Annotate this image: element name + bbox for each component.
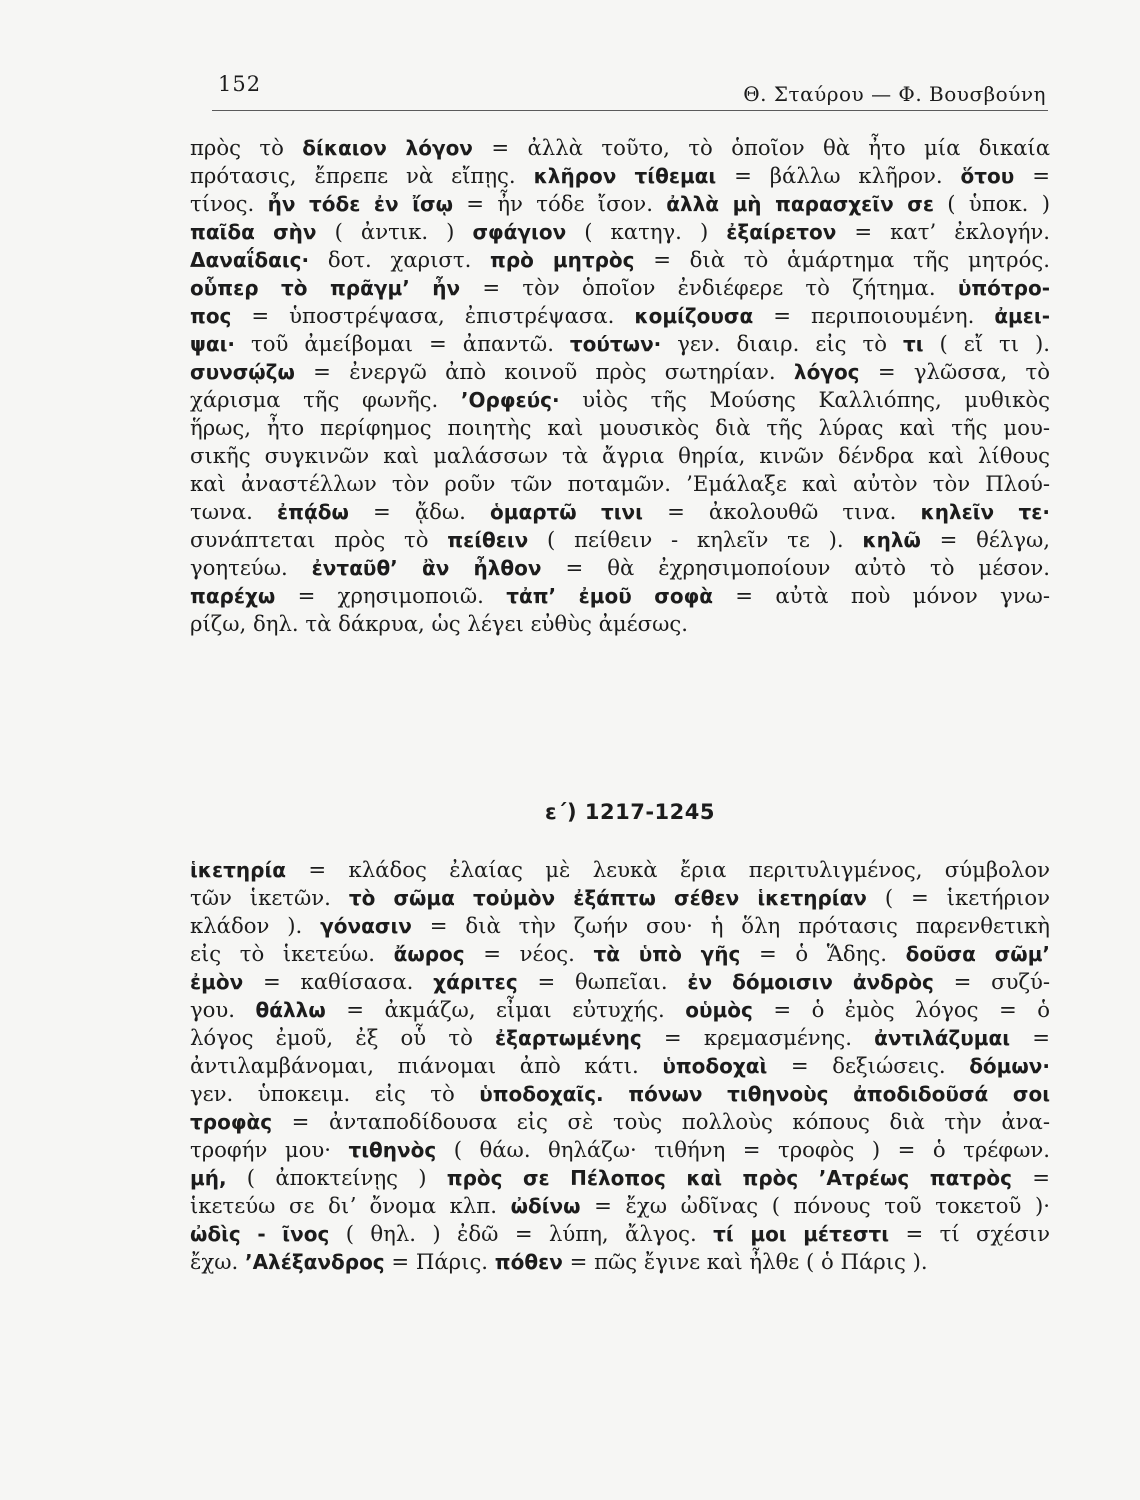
text-line xyxy=(190,1052,1050,1080)
gloss-text: = ἐνεργῶ ἀπὸ κοινοῦ πρὸς σωτηρίαν. xyxy=(294,359,794,384)
text-line xyxy=(190,582,1050,610)
glossary-section-2 xyxy=(190,856,1050,1276)
headword: θάλλω xyxy=(255,998,326,1022)
headword: τὸ σῶμα τοὐμὸν ἐξάπτω σέθεν ἱκετηρίαν xyxy=(348,886,867,910)
gloss-text: τῶν ἱκετῶν. xyxy=(190,885,349,910)
headword: τί μοι μέτεστι xyxy=(713,1222,890,1246)
text-line xyxy=(190,302,1050,330)
headword: δόμων· xyxy=(969,1054,1050,1078)
gloss-text: = θέλγω, xyxy=(920,527,1050,552)
text-line xyxy=(190,884,1050,912)
gloss-text: = xyxy=(1010,1025,1050,1050)
text-line xyxy=(190,1024,1050,1052)
headword: ὑποδοχαὶ xyxy=(662,1054,768,1078)
gloss-text: πρὸς τὸ xyxy=(190,135,303,160)
gloss-text: ( ἀντικ. ) xyxy=(316,219,473,244)
text-line xyxy=(190,1248,1050,1276)
text-line xyxy=(190,134,1050,162)
text-line xyxy=(190,996,1050,1024)
gloss-text: ( ὑποκ. ) xyxy=(933,191,1050,216)
headword: παῖδα σὴν xyxy=(190,220,317,244)
gloss-text: τροφήν μου· xyxy=(190,1137,349,1162)
section-heading: ε΄) 1217-1245 xyxy=(545,800,715,824)
gloss-text: γεν. διαιρ. εἰς τὸ xyxy=(661,331,903,356)
text-line xyxy=(190,1108,1050,1136)
text-line xyxy=(190,246,1050,274)
text-line xyxy=(190,358,1050,386)
gloss-text: ἔχω. xyxy=(190,1249,245,1274)
headword: ὁμαρτῶ τινι xyxy=(490,500,643,524)
headword: μή, xyxy=(190,1166,227,1190)
text-line xyxy=(190,190,1050,218)
gloss-text: = ᾄδω. xyxy=(348,499,490,524)
text-line xyxy=(190,162,1050,190)
text-line xyxy=(190,470,1050,498)
gloss-text: = συζύ- xyxy=(933,969,1050,994)
headword: πείθειν xyxy=(447,528,529,552)
gloss-text: = χρησιμοποιῶ. xyxy=(275,583,507,608)
headword: σφάγιον xyxy=(472,220,567,244)
gloss-text: = xyxy=(1014,163,1050,188)
gloss-text: = τὸν ὁποῖον ἐνδιέφερε τὸ ζήτημα. xyxy=(460,275,958,300)
gloss-text: κλάδον ). xyxy=(190,913,321,938)
headword: τούτων· xyxy=(569,332,662,356)
headword: οὑμὸς xyxy=(685,998,753,1022)
text-line xyxy=(190,386,1050,414)
headword: ἦν τόδε ἐν ἴσῳ xyxy=(267,192,453,216)
gloss-text: = xyxy=(1011,1165,1050,1190)
gloss-text: γου. xyxy=(190,997,256,1022)
gloss-text: = κλάδος ἐλαίας μὲ λευκὰ ἔρια περιτυλιγμένος, σύμβολον xyxy=(286,857,1050,882)
headword: τιθηνὸς xyxy=(348,1138,437,1162)
gloss-text: = θωπεῖαι. xyxy=(517,969,688,994)
text-line xyxy=(190,274,1050,302)
text-line xyxy=(190,498,1050,526)
headword: δοῦσα σῶμ’ xyxy=(905,942,1051,966)
headword: ὑποδοχαῖς. πόνων τιθηνοὺς ἀποδιδοῦσά σοι xyxy=(479,1082,1050,1106)
page-number: 152 xyxy=(218,72,262,96)
text-line xyxy=(190,1164,1050,1192)
gloss-text: = Πάρις. xyxy=(384,1249,495,1274)
gloss-text: = ὁ Ἅδης. xyxy=(740,941,906,966)
gloss-text: ( εἴ τι ). xyxy=(923,331,1050,356)
gloss-text: = ἀκμάζω, εἶμαι εὐτυχής. xyxy=(325,997,686,1022)
headword: ἀμει- xyxy=(994,304,1050,328)
gloss-text: = θὰ ἐχρησιμοποίουν αὐτὸ τὸ μέσον. xyxy=(541,555,1051,580)
gloss-text: καὶ ἀναστέλλων τὸν ροῦν τῶν ποταμῶν. ’Εμάλαξε καὶ αὐτὸν τὸν Πλού- xyxy=(190,471,1050,496)
glossary-section-1 xyxy=(190,134,1050,638)
headword: ἐξαρτωμένης xyxy=(495,1026,642,1050)
gloss-text: = διὰ τὸ ἁμάρτημα τῆς μητρός. xyxy=(634,247,1050,272)
headword: τροφὰς xyxy=(190,1110,273,1134)
header-rule xyxy=(212,110,1048,111)
headword: ἀντιλάζυμαι xyxy=(874,1026,1011,1050)
gloss-text: ( κατηγ. ) xyxy=(566,219,727,244)
gloss-text: = ἀκολουθῶ τινα. xyxy=(642,499,921,524)
gloss-text: = διὰ τὴν ζωήν σου· ἡ ὅλη πρότασις παρενθετικὴ xyxy=(411,913,1050,938)
gloss-text: εἰς τὸ ἱκετεύω. xyxy=(190,941,394,966)
headword: ὠδίνω xyxy=(510,1194,581,1218)
gloss-text: τίνος. xyxy=(190,191,268,216)
gloss-text: σικῆς συγκινῶν καὶ μαλάσσων τὰ ἄγρια θηρία, κινῶν δένδρα καὶ λίθους xyxy=(190,443,1050,468)
gloss-text: ἱκετεύω σε διʼ ὄνομα κλπ. xyxy=(190,1193,511,1218)
text-line xyxy=(190,940,1050,968)
page-header xyxy=(218,70,1046,110)
gloss-text: = γλῶσσα, τὸ xyxy=(859,359,1050,384)
gloss-text: = ὁ ἐμὸς λόγος = ὁ xyxy=(752,997,1050,1022)
gloss-text: = ἀνταποδίδουσα εἰς σὲ τοὺς πολλοὺς κόπους διὰ τὴν ἀνα- xyxy=(272,1109,1050,1134)
gloss-text: = νέος. xyxy=(464,941,594,966)
gloss-text: τοῦ ἀμείβομαι = ἀπαντῶ. xyxy=(235,331,570,356)
headword: κηλῶ xyxy=(862,528,921,552)
gloss-text: γοητεύω. xyxy=(190,555,312,580)
headword: ἐμὸν xyxy=(190,970,244,994)
gloss-text: = καθίσασα. xyxy=(243,969,434,994)
headword: ἐν δόμοισιν ἀνδρὸς xyxy=(687,970,934,994)
gloss-text: = αὐτὰ ποὺ μόνον γνω- xyxy=(712,583,1050,608)
headword: συνσῴζω xyxy=(190,360,295,384)
headword: παρέχω xyxy=(190,584,276,608)
gloss-text: ( θάω. θηλάζω· τιθήνη = τροφὸς ) = ὁ τρέφων. xyxy=(436,1137,1050,1162)
running-head: Θ. Σταύρου — Φ. Βουσβούνη xyxy=(743,82,1046,106)
gloss-text: ( θηλ. ) ἐδῶ = λύπη, ἄλγος. xyxy=(329,1221,714,1246)
gloss-text: = περιποιουμένη. xyxy=(753,303,995,328)
headword: Δαναΐδαις· xyxy=(190,248,310,272)
text-line xyxy=(190,610,1050,638)
headword: πόθεν xyxy=(494,1250,563,1274)
gloss-text: ( ἀποκτείνῃς ) xyxy=(226,1165,447,1190)
headword: ἱκετηρία xyxy=(190,858,286,882)
headword: λόγος xyxy=(793,360,860,384)
headword: ψαι· xyxy=(190,332,236,356)
text-line xyxy=(190,330,1050,358)
text-line xyxy=(190,442,1050,470)
gloss-text: ( = ἱκετήριον xyxy=(866,885,1050,910)
headword: πρὸ μητρὸς xyxy=(490,248,635,272)
headword: ὅτου xyxy=(960,164,1015,188)
text-line xyxy=(190,1136,1050,1164)
headword: ἐξαίρετον xyxy=(726,220,837,244)
headword: χάριτες xyxy=(433,970,518,994)
gloss-text: λόγος ἐμοῦ, ἐξ οὗ τὸ xyxy=(190,1025,496,1050)
gloss-text: = βάλλω κλῆρον. xyxy=(716,163,961,188)
headword: ἄωρος xyxy=(393,942,465,966)
gloss-text: = πῶς ἔγινε καὶ ἦλθε ( ὁ Πάρις ). xyxy=(562,1249,928,1274)
text-line xyxy=(190,526,1050,554)
gloss-text: = ἔχω ὠδῖνας ( πόνους τοῦ τοκετοῦ )· xyxy=(580,1193,1050,1218)
gloss-text: δοτ. χαριστ. xyxy=(309,247,491,272)
gloss-text: = ἀλλὰ τοῦτο, τὸ ὁποῖον θὰ ἦτο μία δικαία xyxy=(472,135,1051,160)
headword: τι xyxy=(902,332,924,356)
gloss-text: υἱὸς τῆς Μούσης Καλλιόπης, μυθικὸς xyxy=(559,387,1050,412)
gloss-text: = κατ’ ἐκλογήν. xyxy=(836,219,1051,244)
text-line xyxy=(190,1192,1050,1220)
text-line xyxy=(190,912,1050,940)
headword: ’Αλέξανδρος xyxy=(244,1250,385,1274)
gloss-text: = κρεμασμένης. xyxy=(641,1025,875,1050)
headword: πος xyxy=(190,304,232,328)
text-line xyxy=(190,856,1050,884)
gloss-text: ( πείθειν - κηλεῖν τε ). xyxy=(528,527,863,552)
headword: ὑπότρο- xyxy=(957,276,1050,300)
gloss-text: χάρισμα τῆς φωνῆς. xyxy=(190,387,461,412)
headword: ὠδὶς - ῖνος xyxy=(190,1222,330,1246)
headword: ’Ορφεύς· xyxy=(460,388,560,412)
text-line xyxy=(190,414,1050,442)
headword: πρὸς σε Πέλοπος καὶ πρὸς ’Ατρέως πατρὸς xyxy=(446,1166,1012,1190)
headword: τἀπ’ ἐμοῦ σοφὰ xyxy=(506,584,713,608)
headword: δίκαιον λόγον xyxy=(302,136,473,160)
gloss-text: = δεξιώσεις. xyxy=(767,1053,970,1078)
text-line xyxy=(190,968,1050,996)
gloss-text: = ὑποστρέψασα, ἐπιστρέψασα. xyxy=(231,303,635,328)
text-line xyxy=(190,1080,1050,1108)
gloss-text: ἀντιλαμβάνομαι, πιάνομαι ἀπὸ κάτι. xyxy=(190,1053,663,1078)
headword: ἀλλὰ μὴ παρασχεῖν σε xyxy=(666,192,934,216)
gloss-text: = τί σχέσιν xyxy=(889,1221,1050,1246)
headword: οὗπερ τὸ πρᾶγμ’ ἦν xyxy=(190,276,461,300)
gloss-text: πρότασις, ἔπρεπε νὰ εἴπῃς. xyxy=(190,163,534,188)
headword: ἐνταῦθ’ ἂν ἦλθον xyxy=(311,556,542,580)
text-line xyxy=(190,1220,1050,1248)
gloss-text: ρίζω, δηλ. τὰ δάκρυα, ὡς λέγει εὐθὺς ἀμέσως. xyxy=(190,611,688,636)
gloss-text: συνάπτεται πρὸς τὸ xyxy=(190,527,448,552)
gloss-text: γεν. ὑποκειμ. εἰς τὸ xyxy=(190,1081,480,1106)
gloss-text: τωνα. xyxy=(190,499,278,524)
headword: κλῆρον τίθεμαι xyxy=(533,164,717,188)
headword: τὰ ὑπὸ γῆς xyxy=(593,942,741,966)
headword: γόνασιν xyxy=(320,914,412,938)
headword: ἐπᾴδω xyxy=(277,500,349,524)
headword: κομίζουσα xyxy=(634,304,754,328)
gloss-text: ἥρως, ἦτο περίφημος ποιητὴς καὶ μουσικὸς διὰ τῆς λύρας καὶ τῆς μου- xyxy=(190,415,1050,440)
text-line xyxy=(190,554,1050,582)
gloss-text: = ἦν τόδε ἴσον. xyxy=(452,191,667,216)
text-line xyxy=(190,218,1050,246)
headword: κηλεῖν τε· xyxy=(920,500,1050,524)
